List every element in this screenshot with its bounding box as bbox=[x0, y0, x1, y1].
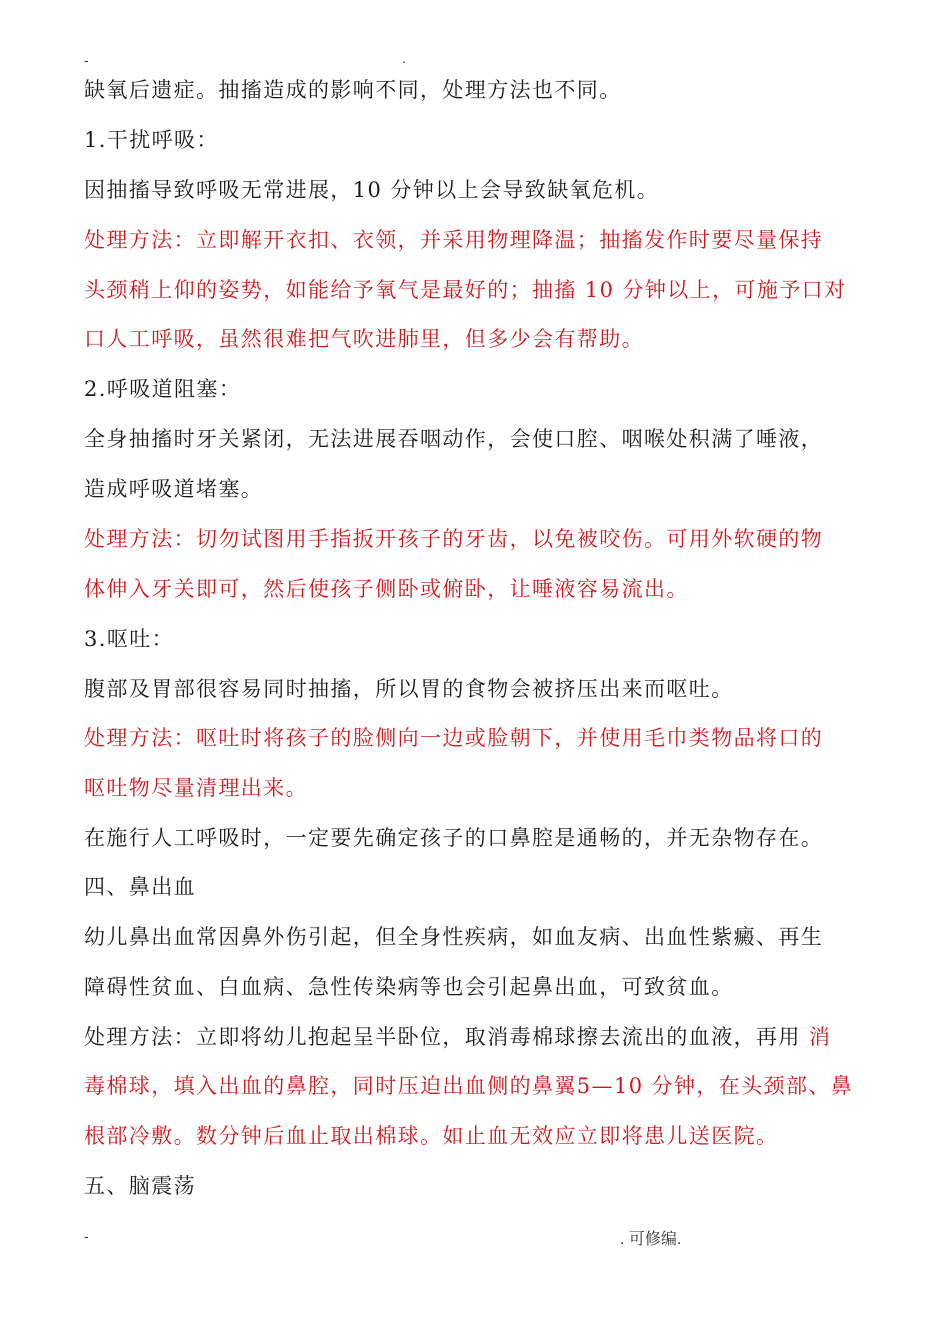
treatment-line-3: 口人工呼吸，虽然很难把气吹进肺里，但多少会有帮助。 bbox=[84, 327, 644, 351]
section-heading-vomiting: 3.呕吐： bbox=[84, 627, 175, 651]
treatment-line-9: 毒棉球，填入出血的鼻腔，同时压迫出血侧的鼻翼5—10 分钟，在头颈部、鼻 bbox=[84, 1074, 854, 1098]
treatment-line-5: 体伸入牙关即可，然后使孩子侧卧或俯卧，让唾液容易流出。 bbox=[84, 577, 689, 601]
treatment-line-8-red-tail: 消 bbox=[800, 1025, 832, 1049]
footer-editable-note: . 可修编. bbox=[620, 1231, 682, 1248]
section-heading-nosebleed: 四、鼻出血 bbox=[84, 875, 196, 899]
treatment-line-1: 处理方法：立即解开衣扣、衣领，并采用物理降温；抽搐发作时要尽量保持 bbox=[84, 228, 824, 252]
paragraph-line-1: 缺氧后遗症。抽搐造成的影响不同，处理方法也不同。 bbox=[84, 78, 622, 102]
treatment-line-8-black: 处理方法：立即将幼儿抱起呈半卧位，取消毒棉球擦去流出的血液，再用 bbox=[84, 1025, 801, 1049]
footer-dash: - bbox=[84, 1228, 89, 1244]
paragraph-line-18: 幼儿鼻出血常因鼻外伤引起，但全身性疾病，如血友病、出血性紫癜、再生 bbox=[84, 925, 824, 949]
paragraph-line-19: 障碍性贫血、白血病、急性传染病等也会引起鼻出血，可致贫血。 bbox=[84, 975, 734, 999]
paragraph-line-16: 在施行人工呼吸时，一定要先确定孩子的口鼻腔是通畅的，并无杂物存在。 bbox=[84, 826, 824, 850]
paragraph-line-13: 腹部及胃部很容易同时抽搐，所以胃的食物会被挤压出来而呕吐。 bbox=[84, 677, 734, 701]
treatment-line-2: 头颈稍上仰的姿势，如能给予氧气是最好的；抽搐 10 分钟以上，可施予口对 bbox=[84, 278, 847, 302]
treatment-line-10: 根部冷敷。数分钟后血止取出棉球。如止血无效应立即将患儿送医院。 bbox=[84, 1124, 779, 1148]
section-heading-interfere-breathing: 1.干扰呼吸： bbox=[84, 128, 219, 152]
treatment-line-8 bbox=[84, 1022, 904, 1052]
paragraph-line-9: 造成呼吸道堵塞。 bbox=[84, 477, 264, 501]
treatment-line-4: 处理方法：切勿试图用手指扳开孩子的牙齿，以免被咬伤。可用外软硬的物 bbox=[84, 527, 824, 551]
section-heading-airway-blockage: 2.呼吸道阻塞： bbox=[84, 377, 242, 401]
section-heading-concussion: 五、脑震荡 bbox=[84, 1174, 196, 1198]
paragraph-line-8: 全身抽搐时牙关紧闭，无法进展吞咽动作，会使口腔、咽喉处积满了唾液， bbox=[84, 427, 824, 451]
treatment-line-6: 处理方法：呕吐时将孩子的脸侧向一边或脸朝下，并使用毛巾类物品将口的 bbox=[84, 726, 824, 750]
paragraph-line-3: 因抽搐导致呼吸无常进展，10 分钟以上会导致缺氧危机。 bbox=[84, 178, 660, 202]
header-dash: - bbox=[84, 52, 89, 68]
header-dot: . bbox=[402, 50, 406, 66]
treatment-line-7: 呕吐物尽量清理出来。 bbox=[84, 776, 308, 800]
